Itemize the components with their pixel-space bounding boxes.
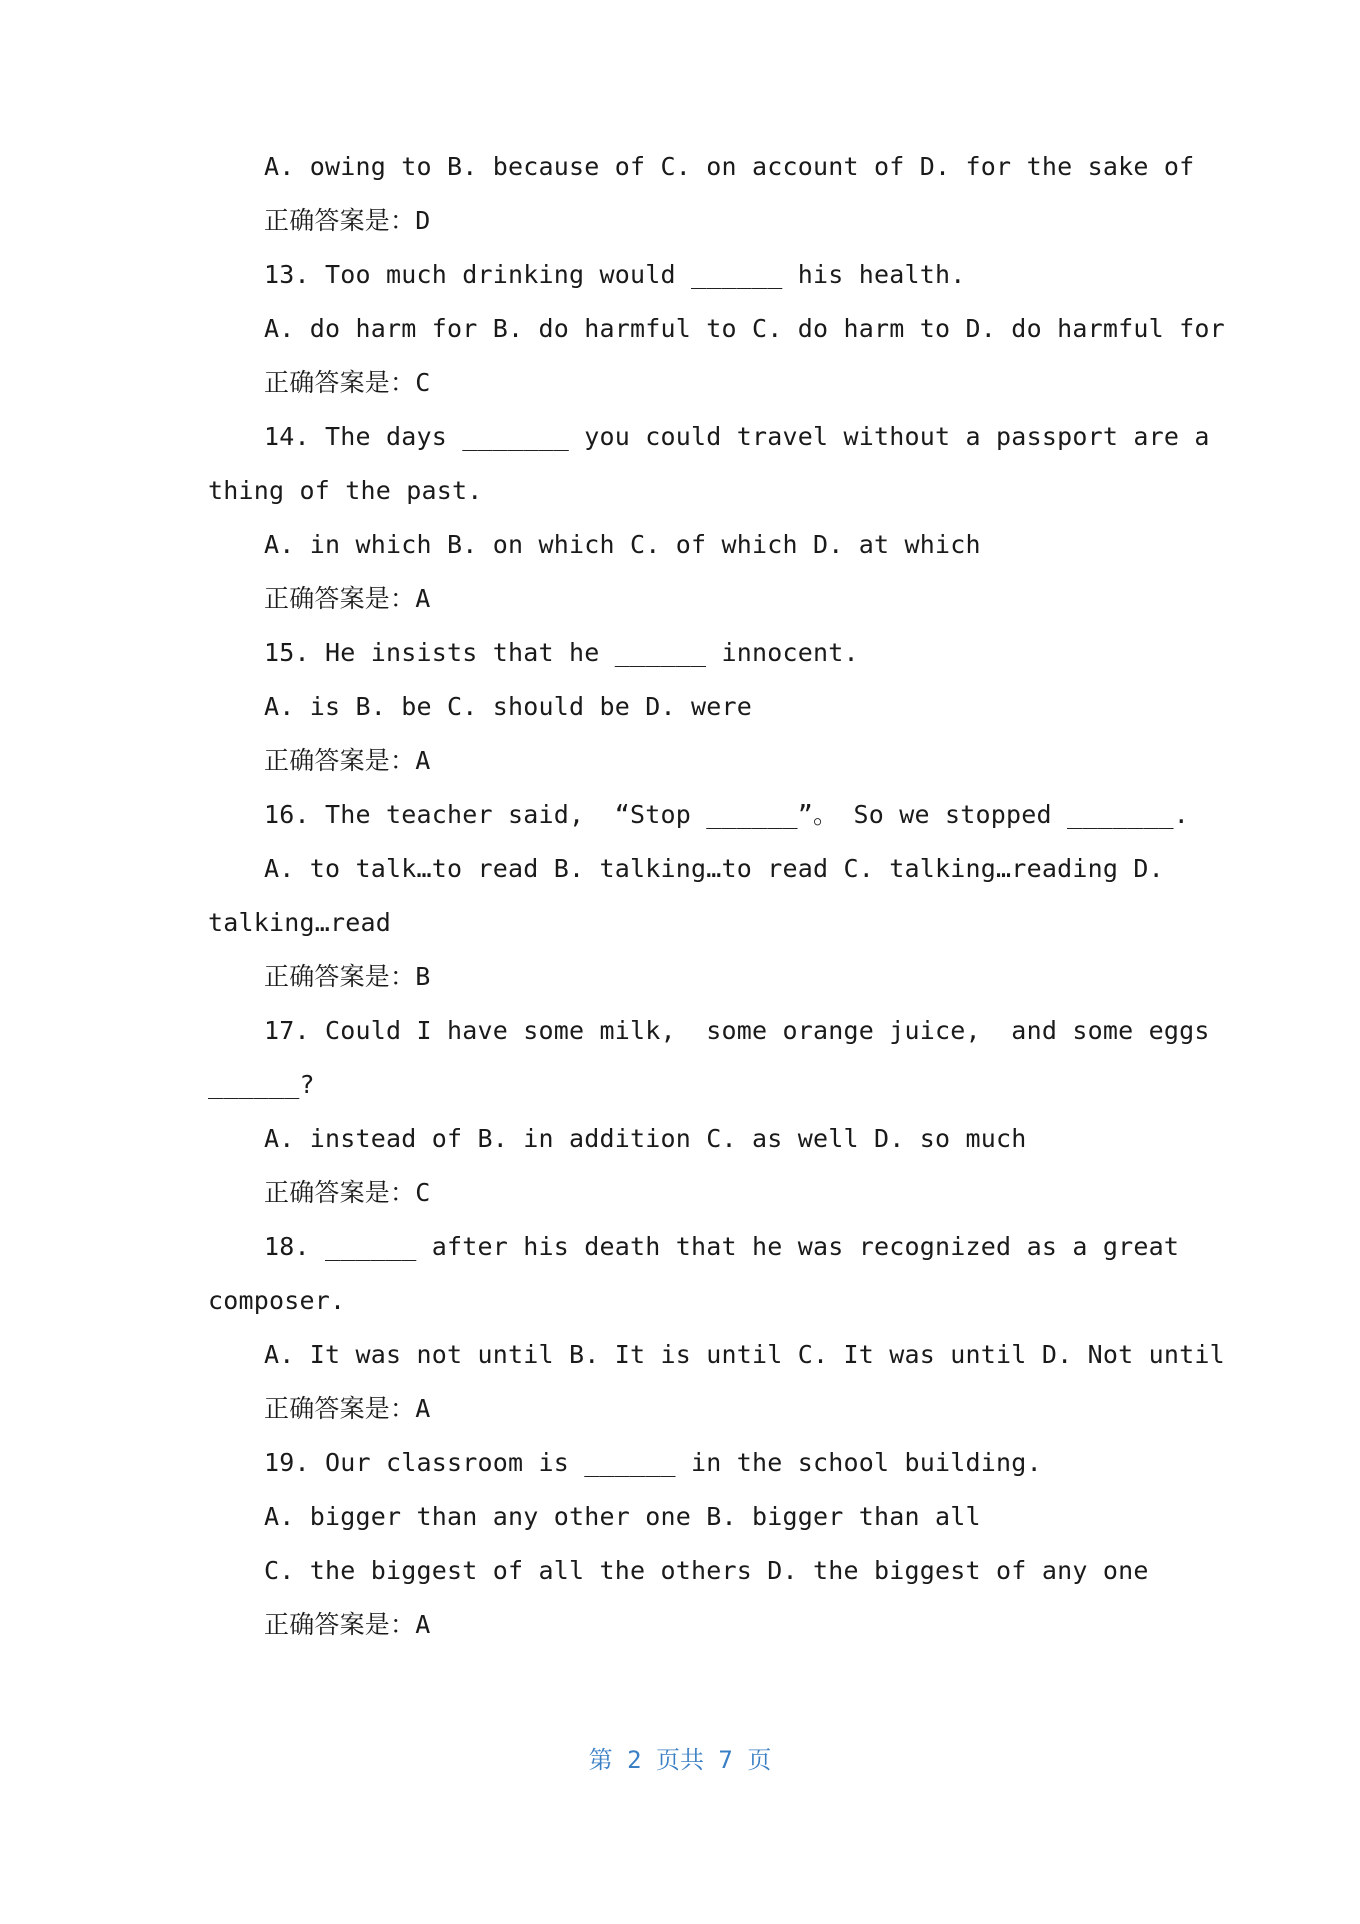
text-line: 16. The teacher said, “Stop ______”。 So we stopped _______. (264, 800, 1190, 829)
text-line: 正确答案是：A (264, 584, 431, 613)
text-line: A. It was not until B. It is until C. It was until D. Not until (264, 1340, 1225, 1369)
text-line: 正确答案是：A (264, 1394, 431, 1423)
document-body (208, 140, 1225, 1652)
text-line: 正确答案是：D (264, 206, 431, 235)
text-line: A. owing to B. because of C. on account of D. for the sake of (264, 152, 1195, 181)
text-line: 13. Too much drinking would ______ his health. (264, 260, 966, 289)
text-line: 正确答案是：A (264, 746, 431, 775)
text-line: ______? (208, 1070, 315, 1099)
text-line: 17. Could I have some milk, some orange juice, and some eggs (264, 1016, 1210, 1045)
text-line: 正确答案是：C (264, 368, 431, 397)
page-footer: 第 2 页共 7 页 (588, 1746, 772, 1774)
text-line: talking…read (208, 908, 392, 937)
text-line: thing of the past. (208, 476, 483, 505)
text-line: composer. (208, 1286, 346, 1315)
text-line: A. to talk…to read B. talking…to read C. talking…reading D. (264, 854, 1164, 883)
text-line: 19. Our classroom is ______ in the school building. (264, 1448, 1042, 1477)
text-line: 15. He insists that he ______ innocent. (264, 638, 859, 667)
text-line: A. bigger than any other one B. bigger than all (264, 1502, 981, 1531)
text-line: A. do harm for B. do harmful to C. do harm to D. do harmful for (264, 314, 1225, 343)
text-line: 正确答案是：B (264, 962, 431, 991)
text-line: 正确答案是：C (264, 1178, 431, 1207)
text-line: 正确答案是：A (264, 1610, 431, 1639)
text-line: C. the biggest of all the others D. the biggest of any one (264, 1556, 1149, 1585)
text-line: A. instead of B. in addition C. as well D. so much (264, 1124, 1027, 1153)
text-line: A. is B. be C. should be D. were (264, 692, 753, 721)
text-line: 14. The days _______ you could travel without a passport are a (264, 422, 1210, 451)
text-line: 18. ______ after his death that he was recognized as a great (264, 1232, 1180, 1261)
text-line: A. in which B. on which C. of which D. at which (264, 530, 981, 559)
